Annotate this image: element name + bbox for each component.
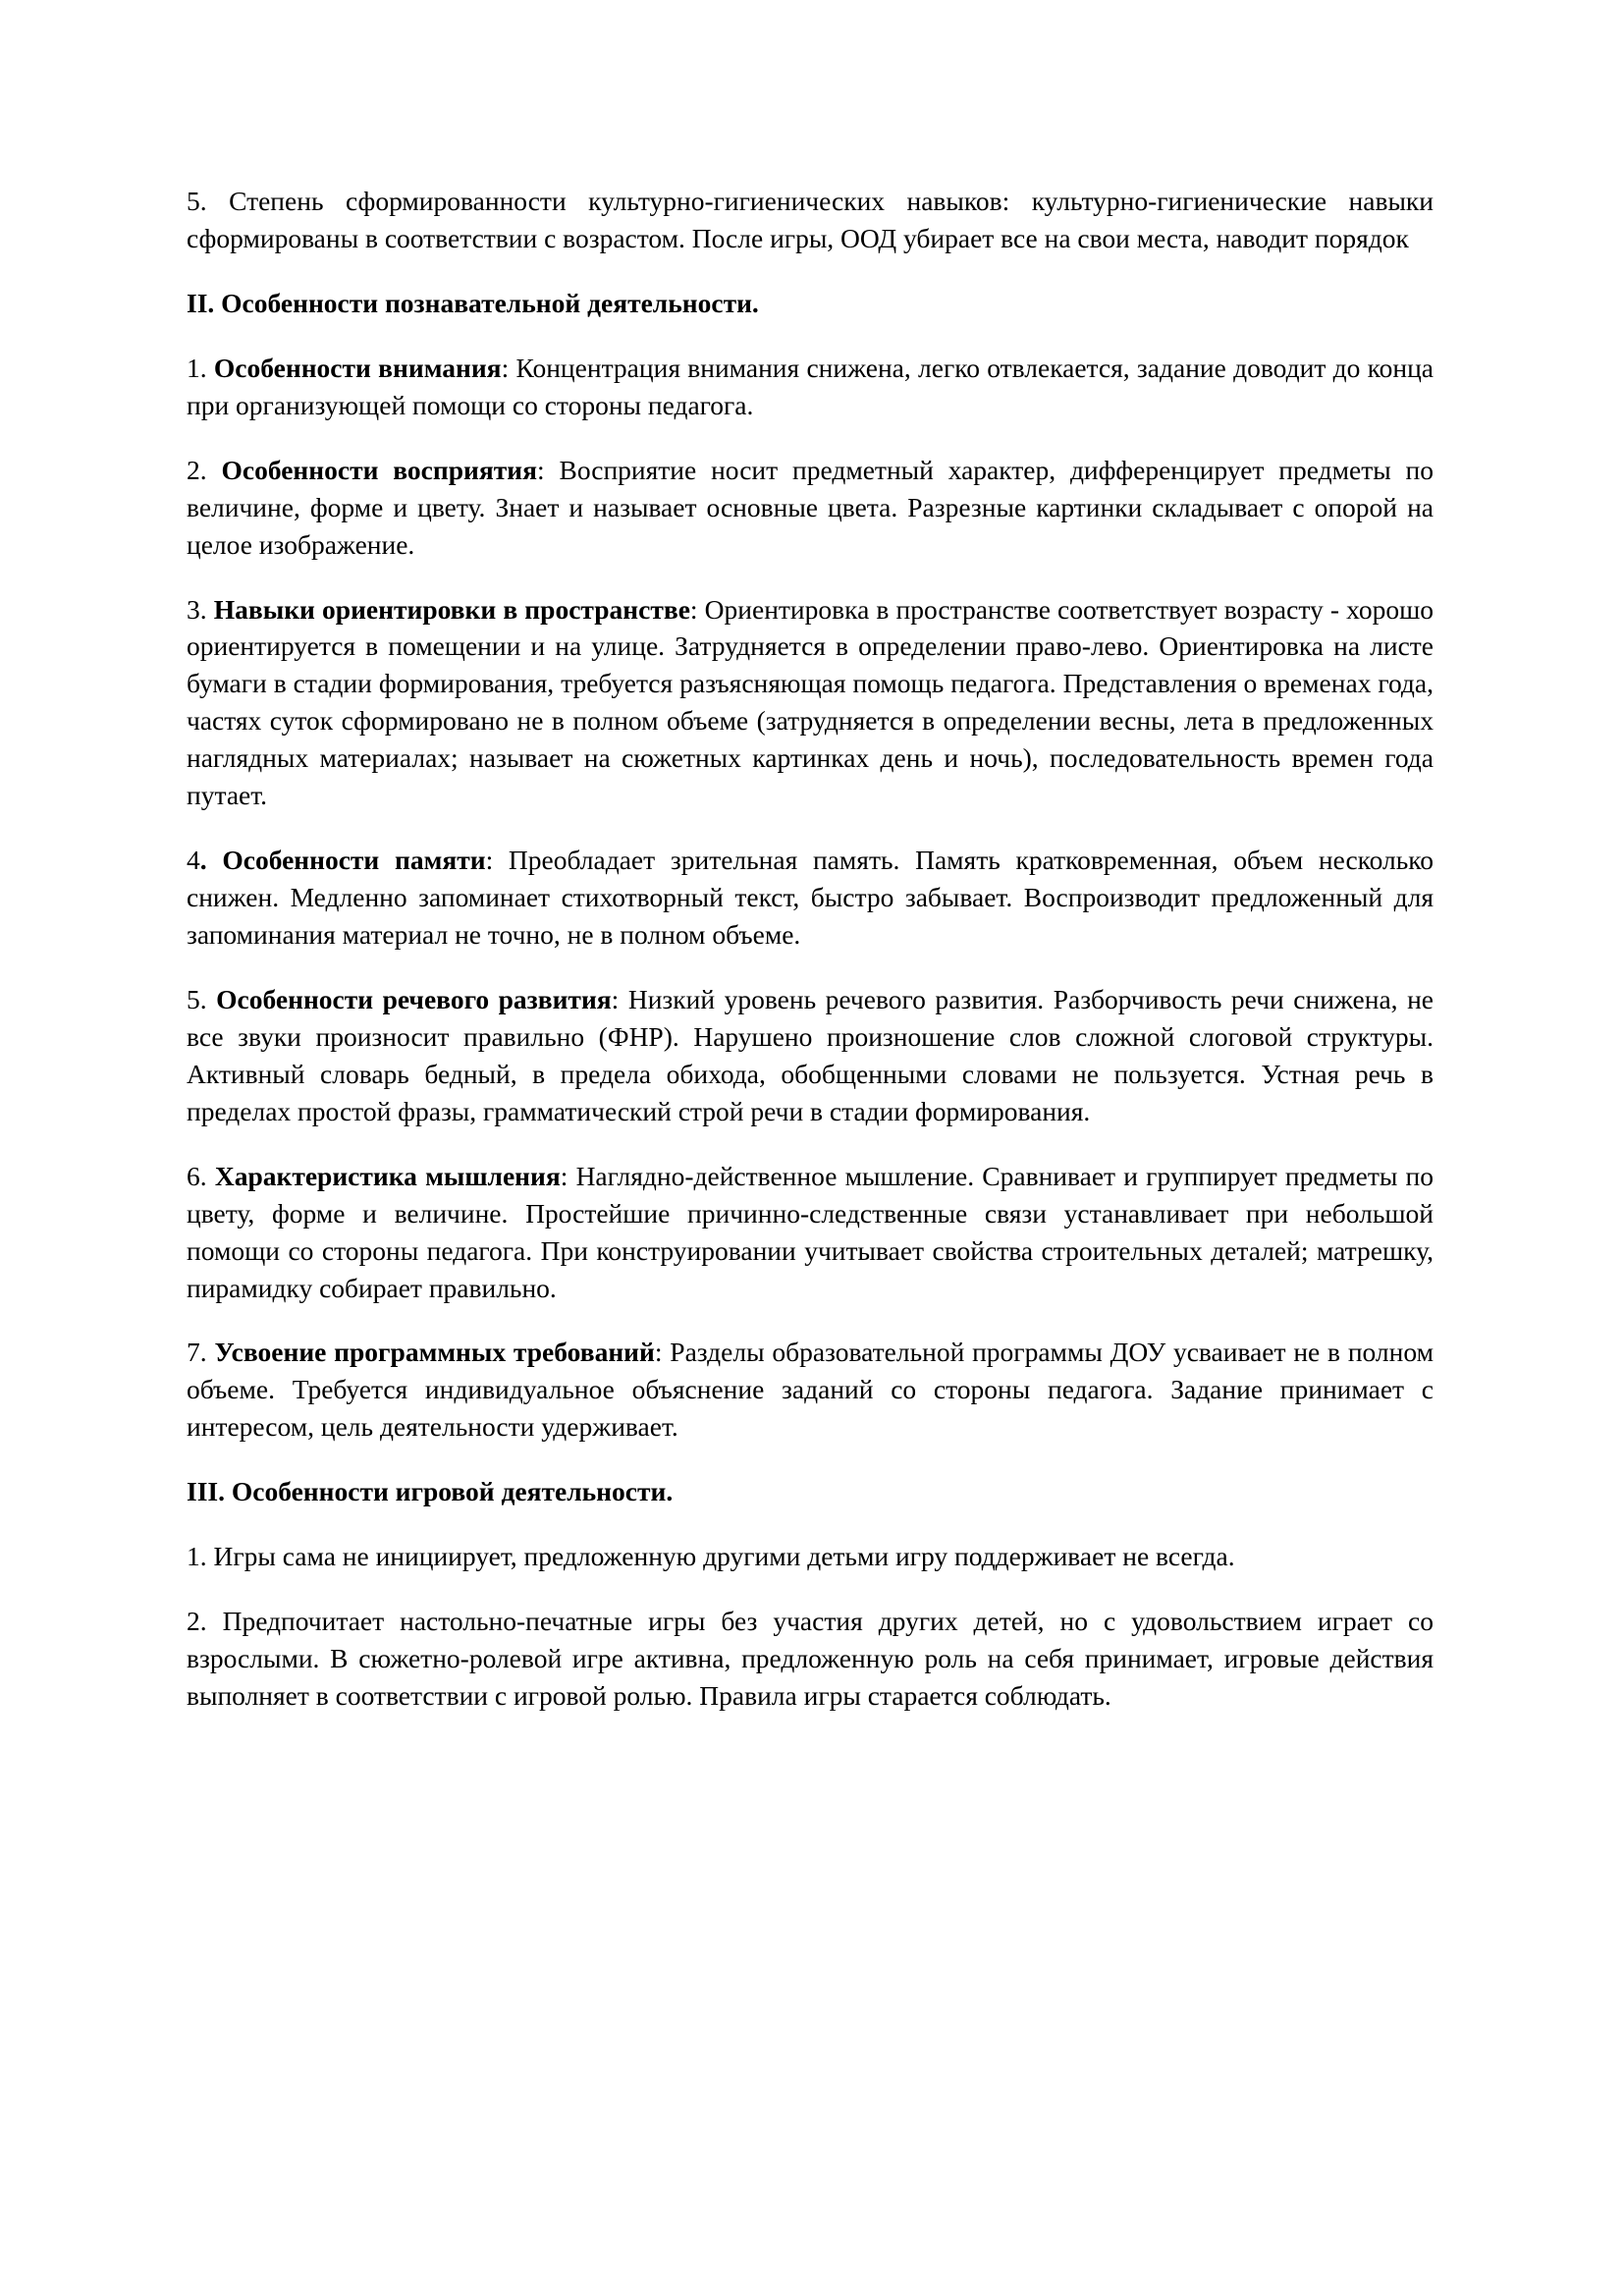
document-body — [187, 183, 1434, 1715]
paragraph-text: 2. Предпочитает настольно-печатные игры без участия других детей, но с удовольствием играет со взрослыми. В сюжетно-ролевой игре активна, предложенную роль на себя принимает, игровые действия выполняет в соответствии с игровой ролью. Правила игры старается соблюдать. — [187, 1606, 1434, 1711]
body-paragraph — [187, 591, 1434, 815]
section-heading: II. Особенности познавательной деятельности. — [187, 287, 759, 318]
paragraph-number: 7. — [187, 1337, 215, 1368]
paragraph-text: : Преобладает зрительная память. Память кратковременная, объем несколько снижен. Медленно запоминает стихотворный текст, быстро забывает. Воспроизводит предложенный для запоминания материал не точно, не в полном объеме. — [187, 845, 1434, 950]
paragraph-number: 3. — [187, 593, 214, 625]
paragraph-text: : Низкий уровень речевого развития. Разборчивость речи снижена, не все звуки произносит правильно (ФНР). Нарушено произношение слов сложной слоговой структуры. Активный словарь бедный, в предела обихода, обобщенными словами не пользуется. Устная речь в пределах простой фразы, грамматический строй речи в стадии формирования. — [187, 983, 1435, 1126]
paragraph-text: : Наглядно-действенное мышление. Сравнивает и группирует предметы по цвету, форме и величине. Простейшие причинно-следственные связи устанавливает при небольшой помощи со стороны педагога. При конструировании учитывает свойства строительных деталей; матрешку, пирамидку собирает правильно. — [187, 1160, 1434, 1303]
paragraph-text: : Концентрация внимания снижена, легко отвлекается, задание доводит до конца при организующей помощи со стороны педагога. — [187, 352, 1435, 420]
paragraph-number: 5. — [187, 983, 217, 1014]
paragraph-text: 5. Степень сформированности культурно-гигиенических навыков: культурно-гигиенические навыки сформированы в соответствии с возрастом. После игры, ООД убирает все на свои места, наводит порядок — [187, 186, 1434, 253]
body-paragraph — [187, 1603, 1434, 1715]
paragraph-lead: Особенности внимания — [213, 352, 502, 383]
body-paragraph — [187, 981, 1434, 1130]
paragraph-text: : Ориентировка в пространстве соответствует возрасту - хорошо ориентируется в помещении и на улице. Затрудняется в определении право-лево. Ориентировка на листе бумаги в стадии формирования, требуется разъясняющая помощь педагога. Представления о временах года, частях суток сформировано не в полном объеме (затрудняется в определении весны, лета в предложенных наглядных материалах; называет на сюжетных картинках день и ночь), последовательность времен года путает. — [187, 593, 1435, 811]
body-paragraph — [187, 452, 1434, 564]
paragraph-number: 2. — [187, 454, 222, 485]
paragraph-text: 1. Игры сама не инициирует, предложенную другими детьми игру поддерживает не всегда. — [187, 1541, 1235, 1572]
paragraph-number: 1. — [187, 352, 214, 383]
paragraph-lead: Особенности речевого развития — [216, 983, 612, 1014]
body-paragraph — [187, 842, 1434, 954]
paragraph-lead: Усвоение программных требований — [214, 1337, 655, 1368]
body-paragraph — [187, 183, 1434, 257]
paragraph-lead: Навыки ориентировки в пространстве — [213, 593, 690, 625]
section-heading: III. Особенности игровой деятельности. — [187, 1476, 674, 1507]
paragraph-text: : Разделы образовательной программы ДОУ усваивает не в полном объеме. Требуется индивидуальное объяснение заданий со стороны педагога. Задание принимает с интересом, цель деятельности удерживает. — [187, 1337, 1434, 1443]
body-paragraph — [187, 1334, 1434, 1446]
paragraph-lead: . Особенности памяти — [199, 845, 486, 876]
body-paragraph — [187, 1538, 1434, 1575]
paragraph-number: 4 — [187, 845, 200, 876]
paragraph-text: : Восприятие носит предметный характер, дифференцирует предметы по величине, форме и цвету. Знает и называет основные цвета. Разрезные картинки складывает с опорой на целое изображение. — [187, 454, 1435, 560]
body-paragraph — [187, 1158, 1434, 1307]
paragraph-lead: Характеристика мышления — [214, 1160, 561, 1191]
paragraph-number: 6. — [187, 1160, 215, 1191]
paragraph-lead: Особенности восприятия — [221, 454, 537, 485]
body-paragraph — [187, 350, 1434, 424]
